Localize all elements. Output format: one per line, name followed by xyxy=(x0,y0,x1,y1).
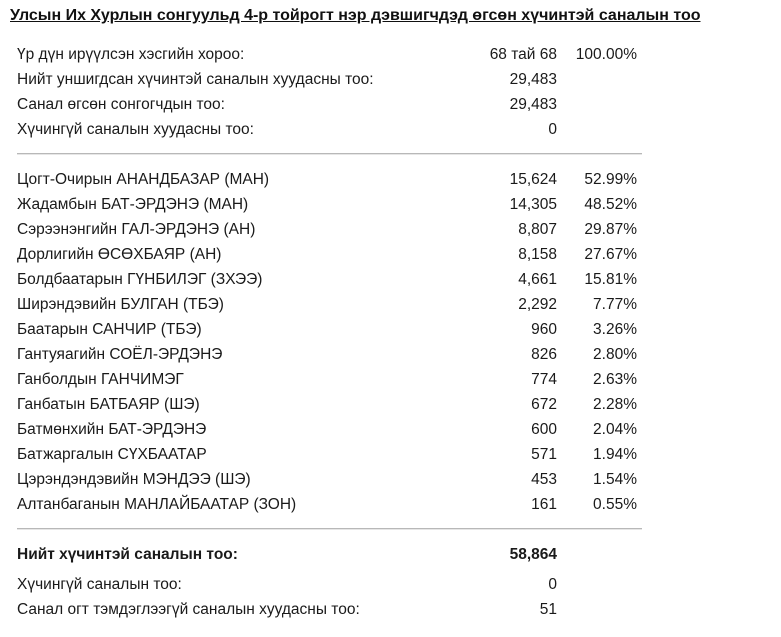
row-label: Ганбатын БАТБАЯР (ШЭ) xyxy=(17,396,200,413)
row-label: Үр дүн ирүүлсэн хэсгийн хороо: xyxy=(17,46,245,63)
candidate-row xyxy=(17,317,642,342)
summary-row xyxy=(17,67,642,92)
row-value: 672 xyxy=(531,396,557,413)
row-value: 600 xyxy=(531,421,557,438)
row-percent: 1.94% xyxy=(593,446,637,463)
row-value: 4,661 xyxy=(518,271,557,288)
total-unmarked-value: 51 xyxy=(539,601,557,618)
candidate-row xyxy=(17,242,642,267)
row-label: Батмөнхийн БАТ-ЭРДЭНЭ xyxy=(17,421,207,438)
row-value: 774 xyxy=(531,371,557,388)
candidate-row xyxy=(17,217,642,242)
row-label: Цэрэндэндэвийн МЭНДЭЭ (ШЭ) xyxy=(17,471,251,488)
candidate-row xyxy=(17,192,642,217)
total-unmarked-row xyxy=(17,597,642,622)
row-percent: 52.99% xyxy=(584,171,637,188)
row-percent: 7.77% xyxy=(593,296,637,313)
row-label: Жадамбын БАТ-ЭРДЭНЭ (МАН) xyxy=(17,196,249,213)
candidates-section xyxy=(17,167,642,517)
row-percent: 2.80% xyxy=(593,346,637,363)
summary-row xyxy=(17,117,642,142)
candidate-row xyxy=(17,392,642,417)
candidate-row xyxy=(17,442,642,467)
row-percent: 15.81% xyxy=(584,271,637,288)
row-label: Сэрээнэнгийн ГАЛ-ЭРДЭНЭ (АН) xyxy=(17,221,256,238)
row-value: 161 xyxy=(531,496,557,513)
row-value: 68 тай 68 xyxy=(489,46,557,63)
candidate-row xyxy=(17,292,642,317)
row-value: 29,483 xyxy=(509,71,557,88)
candidate-row xyxy=(17,342,642,367)
row-label: Болдбаатарын ГҮНБИЛЭГ (ЗХЭЭ) xyxy=(17,271,263,288)
row-value: 2,292 xyxy=(518,296,557,313)
total-unmarked-label: Санал огт тэмдэглээгүй саналын хуудасны тоо: xyxy=(17,601,360,618)
row-percent: 27.67% xyxy=(584,246,637,263)
candidate-row xyxy=(17,467,642,492)
row-label: Ширэндэвийн БУЛГАН (ТБЭ) xyxy=(17,296,224,313)
page-title: Улсын Их Хурлын сонгуульд 4-р тойрогт нэр дэвшигчдэд өгсөн хүчинтэй саналын тоо xyxy=(10,7,701,24)
row-value: 960 xyxy=(531,321,557,338)
candidate-row xyxy=(17,167,642,192)
total-invalid-value: 0 xyxy=(548,576,557,593)
row-label: Батжаргалын СҮХБААТАР xyxy=(17,446,207,463)
row-label: Хүчингүй саналын хуудасны тоо: xyxy=(17,121,254,138)
candidate-row xyxy=(17,417,642,442)
row-percent: 2.28% xyxy=(593,396,637,413)
summary-row xyxy=(17,42,642,67)
candidate-row xyxy=(17,492,642,517)
row-label: Цогт-Очирын АНАНДБАЗАР (МАН) xyxy=(17,171,270,188)
row-value: 826 xyxy=(531,346,557,363)
totals-section xyxy=(17,542,642,622)
row-percent: 48.52% xyxy=(584,196,637,213)
row-value: 571 xyxy=(531,446,557,463)
row-percent: 0.55% xyxy=(593,496,637,513)
row-value: 15,624 xyxy=(509,171,557,188)
total-valid-row xyxy=(17,542,642,567)
row-value: 0 xyxy=(548,121,557,138)
row-value: 8,807 xyxy=(518,221,557,238)
row-value: 8,158 xyxy=(518,246,557,263)
row-label: Алтанбаганын МАНЛАЙБААТАР (ЗОН) xyxy=(17,496,297,513)
row-value: 453 xyxy=(531,471,557,488)
row-percent: 29.87% xyxy=(584,221,637,238)
row-value: 29,483 xyxy=(509,96,557,113)
summary-section xyxy=(17,42,642,142)
results-table xyxy=(17,42,642,622)
row-label: Дорлигийн ӨСӨХБАЯР (АН) xyxy=(17,246,222,263)
summary-row xyxy=(17,92,642,117)
row-label: Санал өгсөн сонгогчдын тоо: xyxy=(17,96,225,113)
row-percent: 3.26% xyxy=(593,321,637,338)
row-label: Ганболдын ГАНЧИМЭГ xyxy=(17,371,184,388)
row-label: Нийт уншигдсан хүчинтэй саналын хуудасны тоо: xyxy=(17,71,374,88)
row-percent: 100.00% xyxy=(575,46,637,63)
row-value: 14,305 xyxy=(509,196,557,213)
candidate-row xyxy=(17,267,642,292)
candidate-row xyxy=(17,367,642,392)
total-valid-value: 58,864 xyxy=(509,546,557,563)
row-label: Баатарын САНЧИР (ТБЭ) xyxy=(17,321,202,338)
row-percent: 2.63% xyxy=(593,371,637,388)
row-percent: 2.04% xyxy=(593,421,637,438)
row-label: Гантуяагийн СОЁЛ-ЭРДЭНЭ xyxy=(17,346,223,363)
row-percent: 1.54% xyxy=(593,471,637,488)
total-invalid-label: Хүчингүй саналын тоо: xyxy=(17,576,182,593)
total-invalid-row xyxy=(17,572,642,597)
total-valid-label: Нийт хүчинтэй саналын тоо: xyxy=(17,546,238,563)
